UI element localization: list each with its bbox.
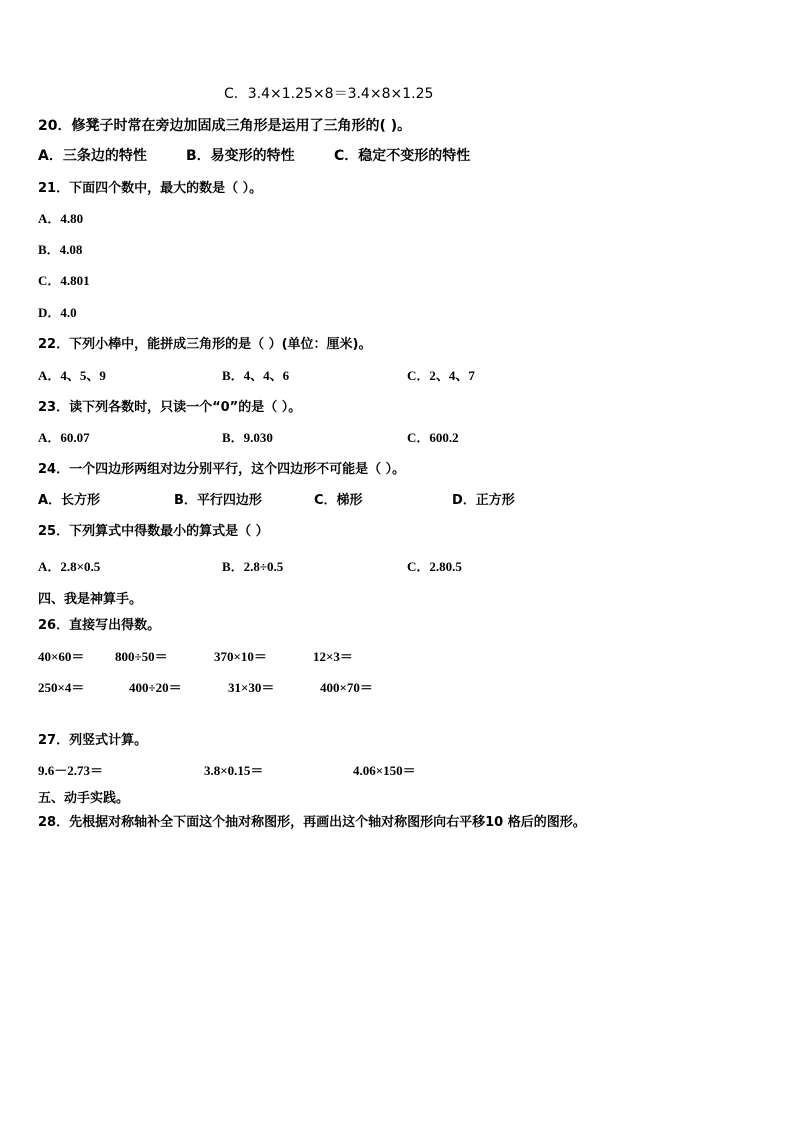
q24-option-b: B．平行四边形: [174, 493, 262, 508]
q24-option-a: A．长方形: [38, 493, 101, 508]
q23-option-b: B．9.030: [222, 430, 273, 445]
q23-option-a: A．60.07: [38, 430, 90, 445]
q26-row2-item-2: 400÷20＝: [129, 680, 182, 695]
q26-row1-item-2: 800÷50＝: [115, 649, 168, 664]
q20-option-c: C．稳定不变形的特性: [334, 148, 471, 164]
q26-row2-item-3: 31×30＝: [228, 680, 275, 695]
q25-option-a: A．2.8×0.5: [38, 559, 101, 574]
q26-row2-item-4: 400×70＝: [320, 680, 373, 695]
q24-option-c: C．梯形: [314, 493, 363, 508]
q24-option-d: D．正方形: [452, 493, 515, 508]
q21-option-a: A．4.80: [38, 211, 84, 226]
q22-option-a: A．4、5、9: [38, 368, 106, 383]
q26-row1-item-1: 40×60＝: [38, 649, 85, 664]
q23-option-c: C．600.2: [407, 430, 459, 445]
section4-title: 四、我是神算手。: [38, 592, 143, 607]
q20-option-a: A．三条边的特性: [38, 148, 147, 164]
section5-title: 五、动手实践。: [38, 791, 130, 806]
q21-option-d: D．4.0: [38, 305, 77, 320]
q25-option-b: B．2.8÷0.5: [222, 559, 284, 574]
q21-option-c: C．4.801: [38, 273, 90, 288]
q19-option-c: C．3.4×1.25×8＝3.4×8×1.25: [224, 86, 434, 102]
q26-row2-item-1: 250×4＝: [38, 680, 85, 695]
q21-option-b: B．4.08: [38, 242, 83, 257]
q22-option-b: B．4、4、6: [222, 368, 290, 383]
q22-stem: 22．下列小棒中，能拼成三角形的是（ ）(单位：厘米)。: [38, 337, 372, 352]
q26-stem: 26．直接写出得数。: [38, 618, 161, 633]
q23-stem: 23．读下列各数时，只读一个“0”的是（ ）。: [38, 400, 302, 415]
q27-stem: 27．列竖式计算。: [38, 733, 148, 748]
q22-option-c: C．2、4、7: [407, 368, 475, 383]
q27-item-2: 3.8×0.15＝: [204, 763, 264, 778]
q20-option-b: B．易变形的特性: [186, 148, 295, 164]
q24-stem: 24．一个四边形两组对边分别平行，这个四边形不可能是（ ）。: [38, 462, 406, 477]
q25-stem: 25．下列算式中得数最小的算式是（ ）: [38, 524, 269, 539]
q26-row1-item-3: 370×10＝: [214, 649, 267, 664]
q21-stem: 21．下面四个数中，最大的数是（ ）。: [38, 181, 263, 196]
q27-item-3: 4.06×150＝: [353, 763, 416, 778]
q20-stem: 20．修凳子时常在旁边加固成三角形是运用了三角形的( )。: [38, 118, 412, 134]
q27-item-1: 9.6－2.73＝: [38, 763, 104, 778]
q25-option-c: C．2.80.5: [407, 559, 462, 574]
q26-row1-item-4: 12×3＝: [313, 649, 353, 664]
q28-stem: 28．先根据对称轴补全下面这个抽对称图形，再画出这个轴对称图形向右平移10 格后的图形。: [38, 815, 586, 830]
